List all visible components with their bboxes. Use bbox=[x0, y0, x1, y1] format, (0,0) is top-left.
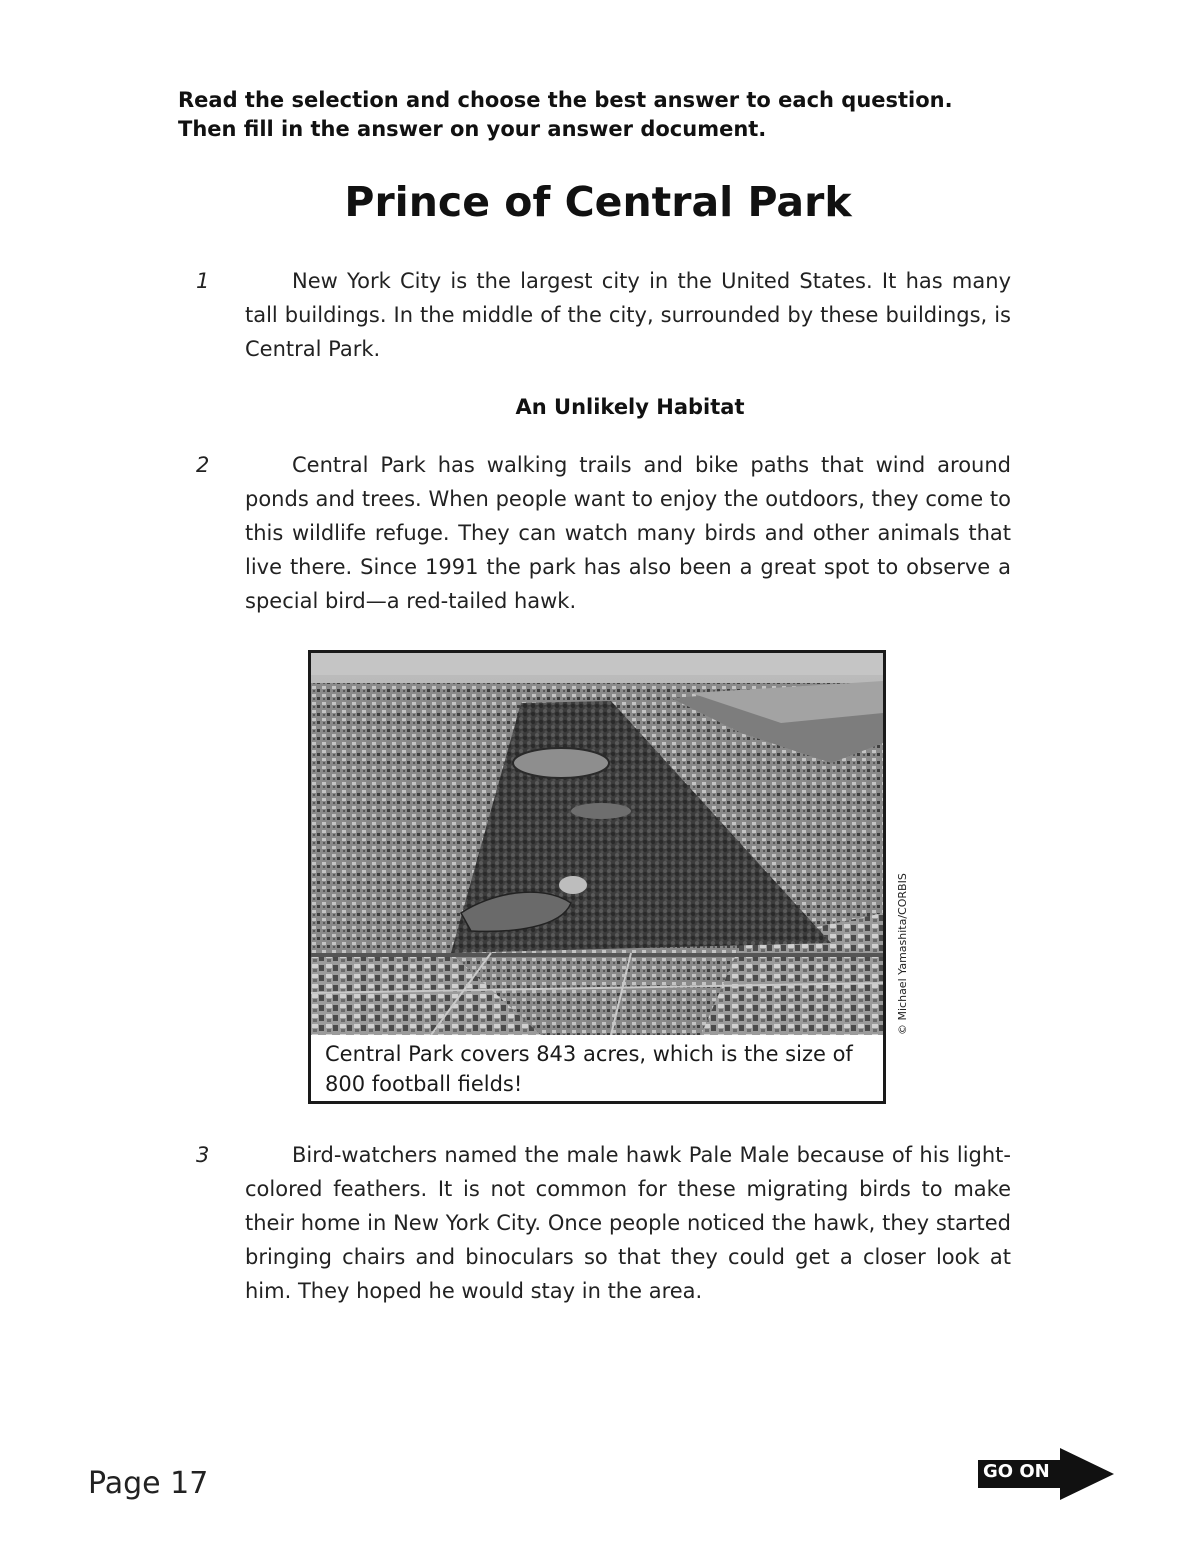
aerial-photo bbox=[311, 653, 883, 1035]
section-heading: An Unlikely Habitat bbox=[515, 395, 745, 419]
go-on-arrow bbox=[978, 1448, 1118, 1500]
paragraph-number: 2 bbox=[196, 453, 210, 477]
go-on-label: GO ON bbox=[983, 1461, 1050, 1482]
page-title: Prince of Central Park bbox=[344, 178, 852, 226]
paragraph-text: New York City is the largest city in the United States. It has many tall buildings. In the middle of the city, surrounded by these buildings, is Central Park. bbox=[245, 269, 1011, 361]
paragraph-text: Central Park has walking trails and bike paths that wind around ponds and trees. When people want to enjoy the outdoors, they come to this wildlife refuge. They can watch many birds and other animals that live there. Since 1991 the park has also been a great spot to observe a special bird—a red-tailed hawk. bbox=[245, 453, 1011, 613]
page-number: Page 17 bbox=[88, 1466, 209, 1501]
photo-credit: © Michael Yamashita/CORBIS bbox=[896, 873, 909, 1035]
instructions-line-2: Then fill in the answer on your answer document. bbox=[178, 117, 767, 141]
paragraph-number: 1 bbox=[196, 269, 210, 293]
photo-caption: Central Park covers 843 acres, which is the size of 800 football fields! bbox=[325, 1042, 853, 1096]
instructions bbox=[178, 86, 1078, 144]
instructions-line-1: Read the selection and choose the best answer to each question. bbox=[178, 88, 953, 112]
paragraph-number: 3 bbox=[196, 1143, 210, 1167]
photo-figure bbox=[308, 650, 886, 1104]
paragraph-text: Bird-watchers named the male hawk Pale Male because of his light-colored feathers. It is not common for these migrating birds to make their home in New York City. Once people noticed the hawk, they started bringing chairs and binoculars so that they could get a closer look at him. They hoped he would stay in the area. bbox=[245, 1143, 1011, 1303]
